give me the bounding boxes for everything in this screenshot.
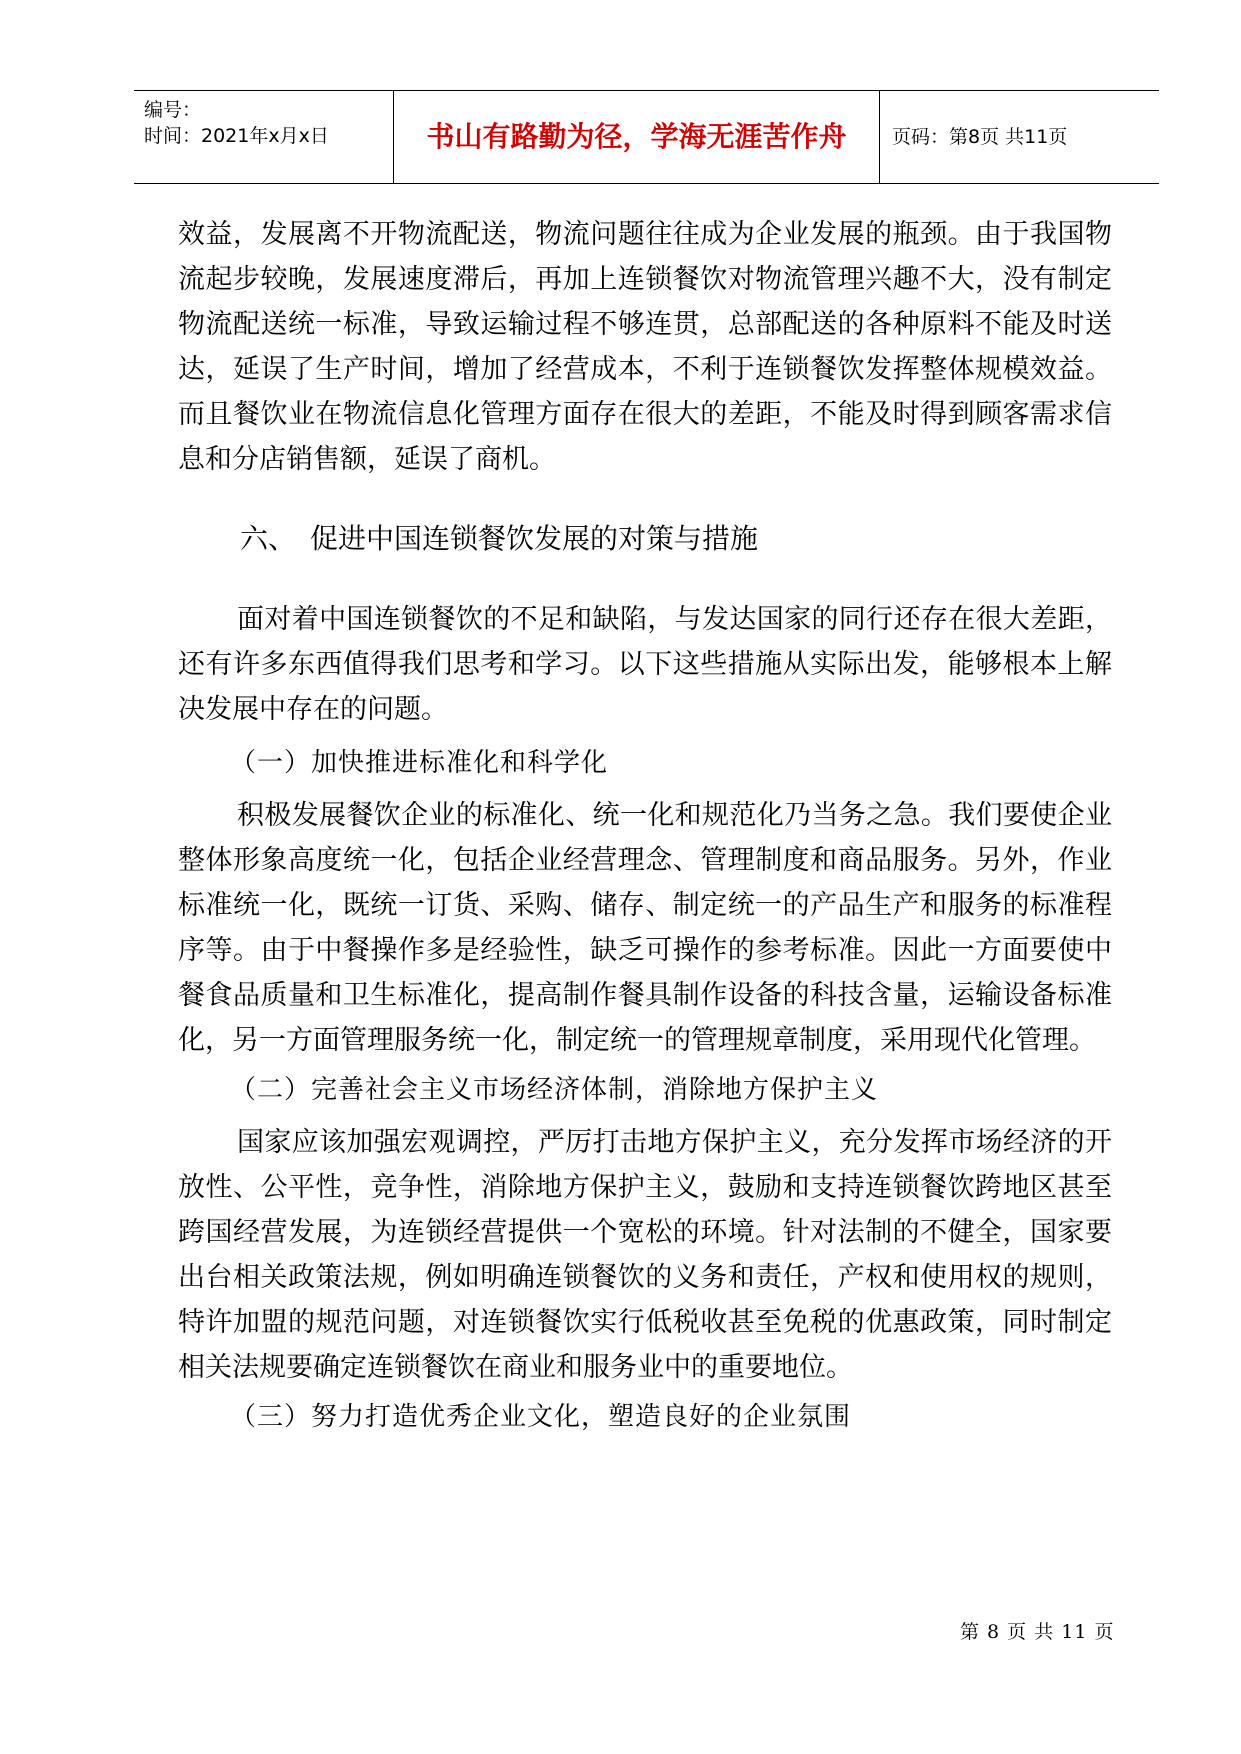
section-title-6: 六、 促进中国连锁餐饮发展的对策与措施 [240, 522, 759, 555]
page-footer-number: 第 8 页 共 11 页 [960, 1621, 1115, 1643]
paragraph-logistics: 效益，发展离不开物流配送，物流问题往往成为企业发展的瓶颈。由于我国物流起步较晚，发展速度滞后，再加上连锁餐饮对物流管理兴趣不大，没有制定物流配送统一标准，导致运输过程不够连贯，总部配送的各种原料不能及时送达，延误了生产时间，增加了经营成本，不利于连锁餐饮发挥整体规模效益。而且餐饮业在物流信息化管理方面存在很大的差距，不能及时得到顾客需求信息和分店销售额，延误了商机。 [178, 219, 1112, 475]
subsection-title-1: （一）加快推进标准化和科学化 [230, 748, 609, 778]
paragraph-standardization: 积极发展餐饮企业的标准化、统一化和规范化乃当务之急。我们要使企业整体形象高度统一化，包括企业经营理念、管理制度和商品服务。另外，作业标准统一化，既统一订货、采购、储存、制定统一的产品生产和服务的标准程序等。由于中餐操作多是经验性，缺乏可操作的参考标准。因此一方面要使中餐食品质量和卫生标准化，提高制作餐具制作设备的科技含量，运输设备标准化，另一方面管理服务统一化，制定统一的管理规章制度，采用现代化管理。 [178, 800, 1112, 1056]
document-number-label: 编号： [144, 99, 202, 121]
document-time-label: 时间：2021年x月x日 [144, 125, 329, 147]
document-body [178, 212, 1112, 1440]
header-divider-right [879, 91, 880, 183]
subsection-title-3: （三）努力打造优秀企业文化，塑造良好的企业氛围 [230, 1402, 852, 1432]
header-motto: 书山有路勤为径，学海无涯苦作舟 [426, 120, 847, 153]
header-page-number: 页码：第8页 共11页 [892, 126, 1068, 148]
subsection-title-2: （二）完善社会主义市场经济体制，消除地方保护主义 [230, 1075, 879, 1105]
paragraph-market-system: 国家应该加强宏观调控，严厉打击地方保护主义，充分发挥市场经济的开放性、公平性，竞争性，消除地方保护主义，鼓励和支持连锁餐饮跨地区甚至跨国经营发展，为连锁经营提供一个宽松的环境。针对法制的不健全，国家要出台相关政策法规，例如明确连锁餐饮的义务和责任，产权和使用权的规则，特许加盟的规范问题，对连锁餐饮实行低税收甚至免税的优惠政策，同时制定相关法规要确定连锁餐饮在商业和服务业中的重要地位。 [178, 1127, 1112, 1383]
page-header [134, 90, 1159, 184]
paragraph-intro-measures: 面对着中国连锁餐饮的不足和缺陷，与发达国家的同行还存在很大差距，还有许多东西值得我们思考和学习。以下这些措施从实际出发，能够根本上解决发展中存在的问题。 [178, 604, 1112, 725]
